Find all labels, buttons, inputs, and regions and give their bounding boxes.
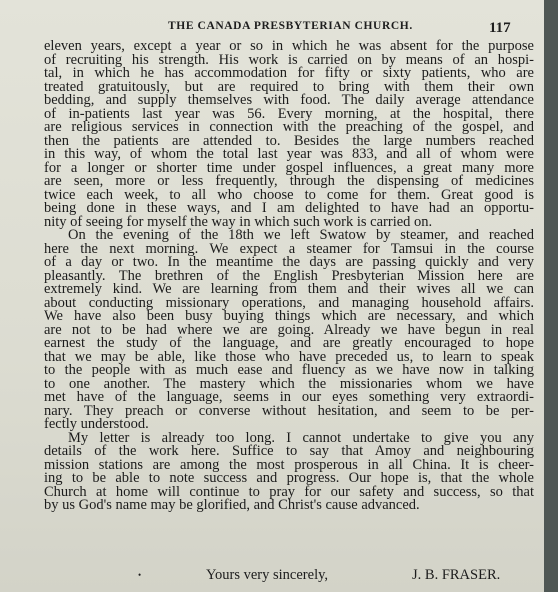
text-line: are seen, more or less frequently, through the dispensing of medicines [44, 173, 534, 189]
text-line: treated gratuitously, but are required to bring with them their own [44, 78, 534, 95]
text-line: Church at home will continue to pray for our safety and success, so that [44, 483, 534, 500]
body-text [44, 40, 534, 513]
text-line: extremely kind. We are learning from them and their wives all we can [44, 281, 534, 297]
text-line: On the evening of the 18th we left Swatow by steamer, and reached [68, 227, 534, 243]
running-head: THE CANADA PRESBYTERIAN CHURCH. [168, 20, 413, 32]
text-line: for a longer or shorter time under gospel influences, a great many more [44, 159, 534, 176]
page-number: 117 [489, 20, 511, 36]
text-line: by us God's name may be glorified, and Christ's cause advanced. [44, 497, 420, 513]
text-line: here the next morning. We expect a steamer for Tamsui in the course [44, 240, 534, 257]
text-line: are religious services in connection with the preaching of the gospel, and [44, 119, 534, 135]
text-line: We have also been busy buying things which are necessary, and which [44, 308, 534, 324]
salutation: Yours very sincerely, [206, 567, 329, 583]
text-line: twice each week, to all who choose to come for them. Great good is [44, 186, 534, 203]
text-line: eleven years, except a year or so in which he was absent for the purpose [44, 38, 534, 54]
text-line: fectly understood. [44, 416, 149, 432]
text-line: in this way, of whom the total last year was 833, and all of whom were [44, 146, 534, 162]
text-line: then the patients are attended to. Besides the large numbers reached [44, 132, 534, 149]
text-line: about conducting missionary operations, and managing household affairs. [44, 294, 534, 311]
letter-closing [0, 567, 544, 587]
text-line: being done in these ways, and I am delighted to have had an opportu- [44, 200, 534, 216]
text-line: are not to be had where we are going. Already we have begun in real [44, 321, 534, 338]
text-line: My letter is already too long. I cannot undertake to give you any [68, 429, 534, 446]
text-line: nity of seeing for myself the way in which such work is carried on. [44, 213, 433, 230]
text-line: tal, in which he has accommodation for fifty or sixty patients, who are [44, 65, 534, 81]
text-line: to one another. The mastery which the missionaries whom we have [44, 375, 534, 392]
text-line: of a day or two. In the meantime the days are passing quickly and very [44, 254, 534, 270]
text-line: to the people with as much ease and fluency as we have now in talking [44, 362, 534, 378]
text-line: met have of the language, seems in our eyes something very extraordi- [44, 389, 534, 405]
text-line: details of the work here. Suffice to say that Amoy and neighbouring [44, 443, 534, 459]
text-line: of recruiting his strength. His work is carried on by means of an hospi- [44, 51, 534, 68]
signature: J. B. FRASER. [412, 567, 501, 583]
text-line: pleasantly. The brethren of the English Presbyterian Mission here are [44, 267, 534, 284]
text-line: earnest the study of the language, and are greatly encouraged to hope [44, 335, 534, 351]
text-line: mission stations are among the most prosperous in all China. It is cheer- [44, 456, 534, 473]
text-line: nary. They preach or converse without hesitation, and seem to be per- [44, 402, 534, 419]
bullet-mark: • [138, 570, 142, 580]
text-line: of in-patients last year was 56. Every morning, at the hospital, there [44, 105, 534, 122]
text-line: ing to be able to note success and progress. Our hope is, that the whole [44, 470, 534, 486]
text-line: that we may be able, like those who have preceded us, to learn to speak [44, 348, 534, 365]
text-line: bedding, and supply themselves with food. The daily average attendance [44, 92, 534, 108]
